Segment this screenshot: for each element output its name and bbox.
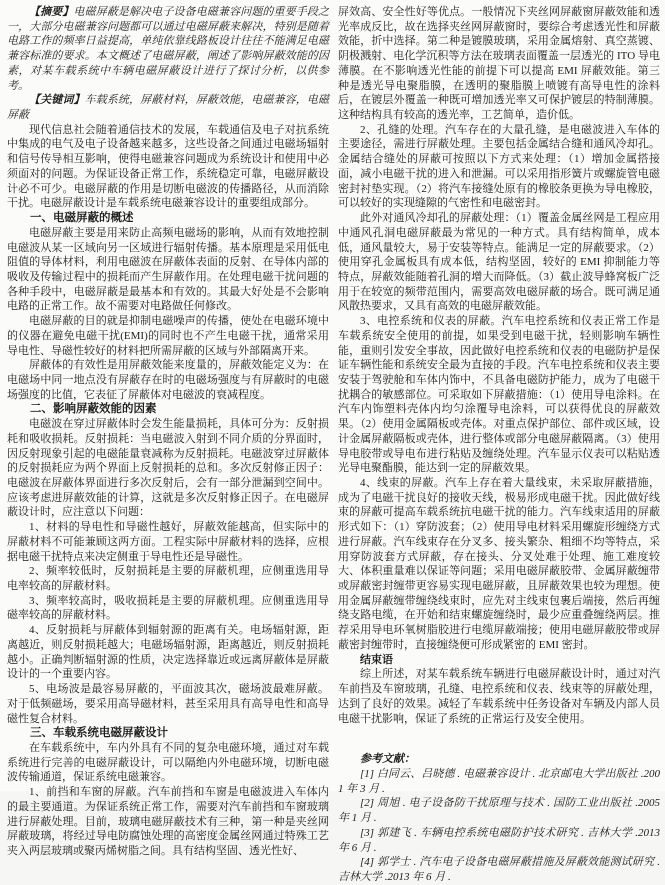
section-3-item-2: 2、孔缝的处理。汽车存在的大量孔缝，是电磁波进入车体的主要途径，需进行屏蔽处理。主要包括金属结合缝和通风冷却孔。金属结合缝处的屏蔽可按照以下方式来处理：（1）增加金属搭接面，减小电磁干扰的进入和泄漏。可以采用指形簧片或螺旋管电磁密封衬垫实现。（2）将汽车接缝处原有的橡胶条更换为导电橡胶，可以较好的实现缝隙的气密性和电磁密封。: [338, 123, 660, 210]
section-1-heading: 一、电磁屏蔽的概述: [30, 212, 134, 225]
right-column: [338, 5, 660, 883]
section-1-paragraph-1: 电磁屏蔽主要是用来防止高频电磁场的影响，从而有效地控制电磁波从某一区域向另一区域进行辐射传播。基本原理是采用低电阻值的导体材料，利用电磁波在屏蔽体表面的反射、在导体内部的吸收及传输过程中的损耗而产生屏蔽作用。在处理电磁干扰问题的各种手段中，电磁屏蔽是最基本和有效的。其最大好处是不会影响电路的正常工作。故不需要对电路做任何修改。: [7, 226, 329, 313]
keywords-paragraph-label: 【关键词】: [29, 94, 85, 107]
section-2-item-2: 2、频率较低时，反射损耗是主要的屏蔽机理，应侧重选用导电率较高的屏蔽材料。: [7, 565, 329, 593]
abstract-paragraph: 【摘要】电磁屏蔽是解决电子设备电磁兼容问题的重要手段之一，大部分电磁兼容问题都可以通过电磁屏蔽来解决，特别是随着电路工作的频率日益提高，单纯依靠线路板设计往往不能满足电磁兼容标准的要求。本文概述了电磁屏蔽，阐述了影响屏蔽效能的因素，对某车载系统中车辆电磁屏蔽设计进行了探讨分析，以供参考。: [7, 6, 330, 92]
reference-3: [3] 郭建飞 . 车辆电控系统电磁防护技术研究 . 吉林大学 .2013 年 6 月 .: [338, 826, 660, 854]
reference-4: [4] 郭学士 . 汽车电子设备电磁屏蔽措施及屏蔽效能测试研究 . 吉林大学 .2013 年 6 月 .: [338, 856, 660, 883]
section-2-item-4: 4、反射损耗与屏蔽体到辐射源的距离有关。电场辐射源，距离越近，则反射损耗越大；电磁场辐射源，距离越近，则反射损耗越小。正确判断辐射源的性质，决定选择靠近或远离屏蔽体是屏蔽设计的一个重要内容。: [7, 624, 329, 681]
section-3-item-1-continued: 屏效高、安全性好等优点。一般情况下夹丝网屏蔽窗屏蔽效能和透光率成反比，故在选择夹丝网屏蔽窗时，要综合考虑透光性和屏蔽效能，折中选择。第二种是镀膜玻璃，采用金属熔射、真空蒸镀、阴极溅射、电化学沉积等方法在玻璃表面覆盖一层透光的 ITO 导电薄膜。在不影响透光性能的前提下可以提高 EMI 屏蔽效能。第三种是透光导电聚脂膜，在透明的聚脂膜上喷镀有高导电性的涂料后，在镀层外覆盖一种既可增加透光率又可保护镀层的特制薄膜。这种结构具有较高的透光率，工艺简单，造价低。: [338, 6, 660, 122]
reference-2: [2] 周旭 . 电子设备防干扰原理与技术 . 国防工业出版社 .2005 年 1 月 .: [338, 797, 660, 825]
section-3-item-4: 4、线束的屏蔽。汽车上存在着大量线束，未采取屏蔽措施，成为了电磁干扰良好的接收天线，极易形成电磁干扰。因此做好线束的屏蔽可提高车载系统抗电磁干扰的能力。汽车线束适用的屏蔽形式如下：（1）穿防波套；（2）使用导电材料采用螺旋形缠绕方式进行屏蔽。汽车线束存在分叉多、接头繁杂、粗细不均等特点，采用穿防波套方式屏蔽，存在接头、分叉处难于处理、施工难度较大、体积重量难以保证等问题；采用电磁屏蔽胶带、金属屏蔽缠带或屏蔽密封缠带更容易实现电磁屏蔽，且屏蔽效果也较为理想。使用金属屏蔽缠带缠绕线束时，应先对主线束包裹后端接，然后再缠绕支路电缆，在开始和结束螺旋缠绕时，最少应重叠缠绕两层。推荐采用导电环氧树脂胶进行电缆屏蔽端接；使用电磁屏蔽胶带或屏蔽密封缠带时，直接缠绕便可形成紧密的 EMI 密封。: [338, 477, 660, 651]
section-2-item-3: 3、频率较高时，吸收损耗是主要的屏蔽机理。应侧重选用导磁率较高的屏蔽材料。: [7, 594, 329, 622]
conclusion-heading: 结束语: [360, 653, 393, 666]
keywords-paragraph: 【关键词】车载系统，屏蔽材料，屏蔽效能，电磁兼容，电磁屏蔽: [7, 94, 329, 122]
conclusion-paragraph: 综上所述，对某车载系统车辆进行电磁屏蔽设计时，通过对汽车前挡及车窗玻璃，孔缝、电控系统和仪表、线束等的屏蔽处理，达到了良好的效果。减轻了车载系统中任务设备对车辆及内部人员电磁干扰影响，保证了系统的正常运行及安全使用。: [338, 668, 660, 725]
section-2-item-1: 1、材料的导电性和导磁性越好，屏蔽效能越高，但实际中的屏蔽材料不可能兼顾这两方面。工程实际中屏蔽材料的选择，应根据电磁干扰特点来决定侧重于导电性还是导磁性。: [7, 521, 329, 563]
abstract-paragraph-label: 【摘要】: [29, 6, 74, 18]
section-1-paragraph-3: 屏蔽体的有效性是用屏蔽效能来度量的，屏蔽效能定义为：在电磁场中同一地点没有屏蔽存在时的电磁场强度与有屏蔽时的电磁场强度的比值，它表征了屏蔽体对电磁波的衰减程度。: [7, 359, 329, 401]
reference-1: [1] 白同云、吕晓德 . 电磁兼容设计 . 北京邮电大学出版社 .2001 年 3 月 .: [338, 767, 660, 795]
section-1-paragraph-2: 电磁屏蔽的目的就是抑制电磁噪声的传播，使处在电磁环境中的仪器在避免电磁干扰(EMI)的同时也不产生电磁干扰，通常采用导电性、导磁性较好的材料把所需屏蔽的区域与外部隔离开来。: [7, 315, 329, 357]
section-3-item-2b: 此外对通风冷却孔的屏蔽处理：（1）覆盖金属丝网是工程应用中通风孔洞电磁屏蔽最为常见的一种方式。具有结构简单，成本低，通风量较大，易于安装等特点。能满足一定的屏蔽要求。（2）使用穿孔金属板具有成本低，结构坚固，较好的 EMI 抑制能力等特点，屏蔽效能随着孔洞的增大而降低。（3）截止波导蜂窝板广泛用于在较宽的频带范围内，需要高效电磁屏蔽的场合。既可满足通风散热要求，又具有高效的电磁屏蔽效能。: [338, 212, 660, 313]
section-2-paragraph-1: 电磁波在穿过屏蔽体时会发生能量损耗，具体可分为：反射损耗和吸收损耗。反射损耗：当电磁波入射到不同介质的分界面时，因反射现象引起的电磁能量衰减称为反射损耗。电磁波穿过屏蔽体的反射损耗应为两个界面上反射损耗的总和。多次反射修正因子：电磁波在屏蔽体界面进行多次反射后，会有一部分泄漏到空间中。应该考虑进屏蔽效能的计算，这就是多次反射修正因子。在电磁屏蔽设计时，应注意以下问题：: [7, 418, 329, 519]
section-2-heading: 二、影响屏蔽效能的因素: [30, 403, 157, 416]
two-column-layout: [7, 5, 660, 883]
section-3-item-1: 1、前挡和车窗的屏蔽。汽车前挡和车窗是电磁波进入车体内的最主要通道。为保证系统正常工作，需要对汽车前挡和车窗玻璃进行屏蔽处理。目前，玻璃电磁屏蔽技术有三种，第一种是夹丝网屏蔽玻璃，将经过导电防腐蚀处理的高密度金属丝网通过特殊工艺夹入两层玻璃或聚丙烯树脂之间。具有结构坚固、透光性好、: [7, 786, 329, 857]
references-heading: 参考文献：: [360, 753, 415, 766]
section-3-heading: 三、车载系统电磁屏蔽设计: [30, 727, 168, 740]
section-3-item-3: 3、电控系统和仪表的屏蔽。汽车电控系统和仪表正常工作是车载系统安全使用的前提，如果受到电磁干扰，轻则影响车辆性能，重则引发安全事故，因此做好电控系统和仪表的电磁防护是保证车辆性能和系统安全最为直接的手段。汽车电控系统和仪表主要安装于驾驶舱和车体内饰中，不具备电磁防护能力，成为了电磁干扰耦合的敏感部位。可采取如下屏蔽措施：（1）使用导电涂料。在汽车内饰塑料壳体内均匀涂覆导电涂料，可以获得优良的屏蔽效果。（2）使用金属隔板或壳体。对重点保护部位、部件或区域，设计金属屏蔽隔板或壳体，进行整体或部分电磁屏蔽隔离。（3）使用导电胶带或导电布进行粘贴及缠绕处理。汽车显示仪表可以粘贴透光导电聚酯膜，能达到一定的屏蔽效果。: [338, 315, 660, 475]
section-2-item-5: 5、电场波是最容易屏蔽的，平面波其次，磁场波最难屏蔽。对于低频磁场，要采用高导磁材料，甚至采用具有高导电性和高导磁性复合材料。: [7, 683, 329, 725]
section-3-paragraph-1: 在车载系统中，车内外具有不同的复杂电磁环境，通过对车载系统进行完善的电磁屏蔽设计，可以隔绝内外电磁环境，切断电磁波传输通道，保证系统电磁兼容。: [7, 741, 329, 784]
intro-paragraph: 现代信息社会随着通信技术的发展，车载通信及电子对抗系统中集成的电气及电子设备越来越多，这些设备之间通过电磁场辐射和信号传导相互影响，使得电磁兼容问题成为系统设计和使用中必须面对的问题。为保证设备正常工作，系统稳定可靠，电磁屏蔽设计必不可少。电磁屏蔽的作用是切断电磁波的传播路径，从而消除干扰。电磁屏蔽设计是车载系统电磁兼容设计的重要组成部分。: [7, 123, 329, 210]
left-column: [7, 5, 330, 857]
